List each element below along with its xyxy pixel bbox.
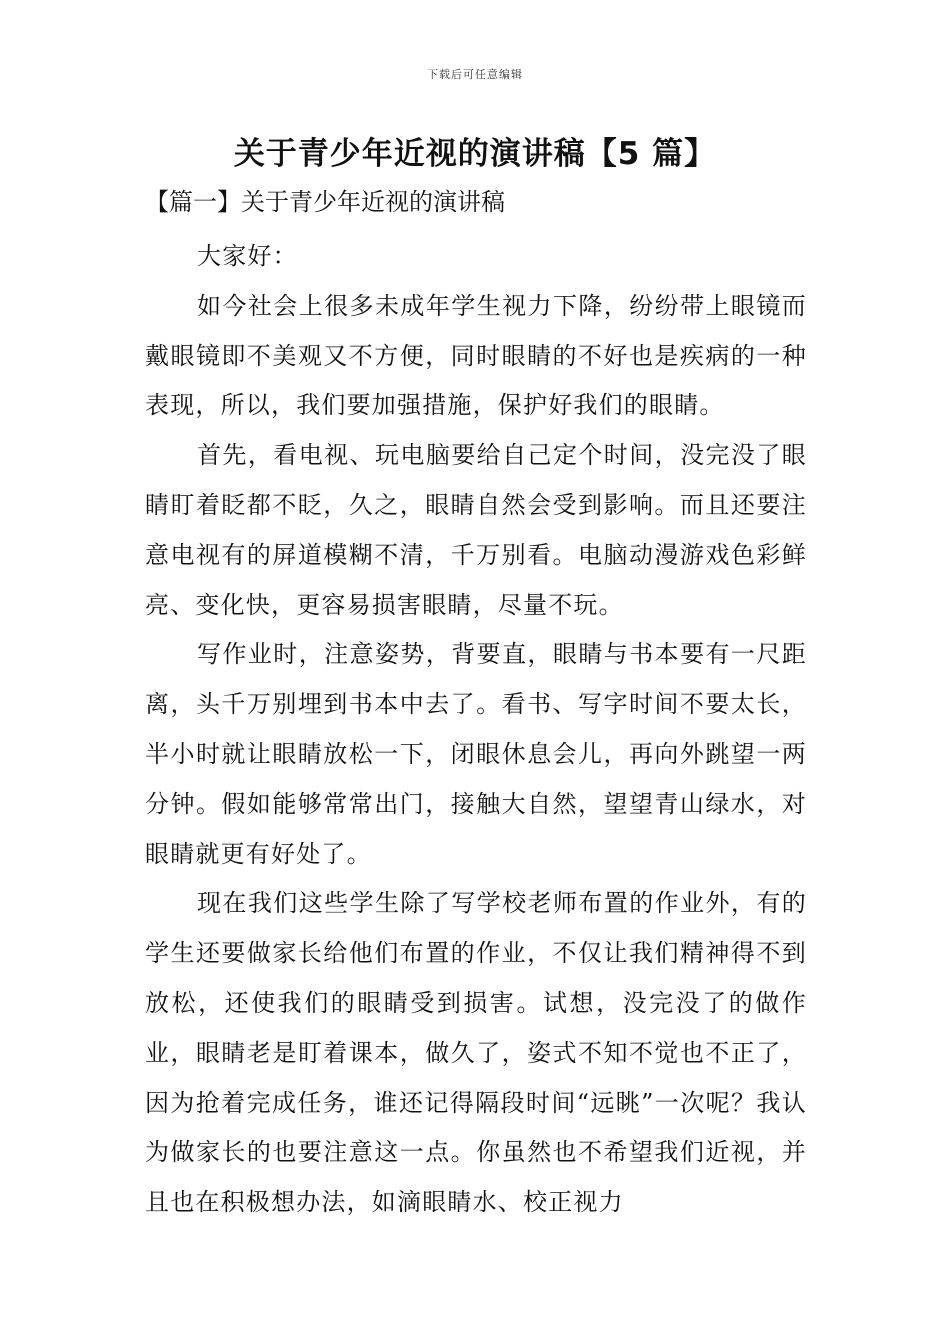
header-note: 下载后可任意编辑 — [427, 68, 523, 81]
body-text — [145, 232, 807, 1228]
paragraph: 现在我们这些学生除了写学校老师布置的作业外，有的学生还要做家长给他们布置的作业，不仅让我们精神得不到放松，还使我们的眼睛受到损害。试想，没完没了的做作业，眼睛老是盯着课本，做久了，姿式不知不觉也不正了，因为抢着完成任务，谁还记得隔段时间“远眺”一次呢？我认为做家长的也要注意这一点。你虽然也不希望我们近视，并且也在积极想办法，如滴眼睛水、校正视力 — [145, 889, 807, 1217]
section-heading: 【篇一】关于青少年近视的演讲稿 — [145, 188, 505, 216]
paragraph: 首先，看电视、玩电脑要给自己定个时间，没完没了眼睛盯着眨都不眨，久之，眼睛自然会受到影响。而且还要注意电视有的屏道模糊不清，千万别看。电脑动漫游戏色彩鲜亮、变化快，更容易损害眼睛，尽量不玩。 — [145, 441, 807, 619]
paragraph: 如今社会上很多未成年学生视力下降，纷纷带上眼镜而戴眼镜即不美观又不方便，同时眼睛的不好也是疾病的一种表现，所以，我们要加强措施，保护好我们的眼睛。 — [145, 291, 807, 420]
paragraph-greeting: 大家好： — [197, 242, 298, 270]
paragraph: 写作业时，注意姿势，背要直，眼睛与书本要有一尺距离，头千万别埋到书本中去了。看书、写字时间不要太长，半小时就让眼睛放松一下，闭眼休息会儿，再向外跳望一两分钟。假如能够常常出门，接触大自然，望望青山绿水，对眼睛就更有好处了。 — [145, 640, 807, 868]
document-title: 关于青少年近视的演讲稿【5 篇】 — [233, 136, 717, 172]
